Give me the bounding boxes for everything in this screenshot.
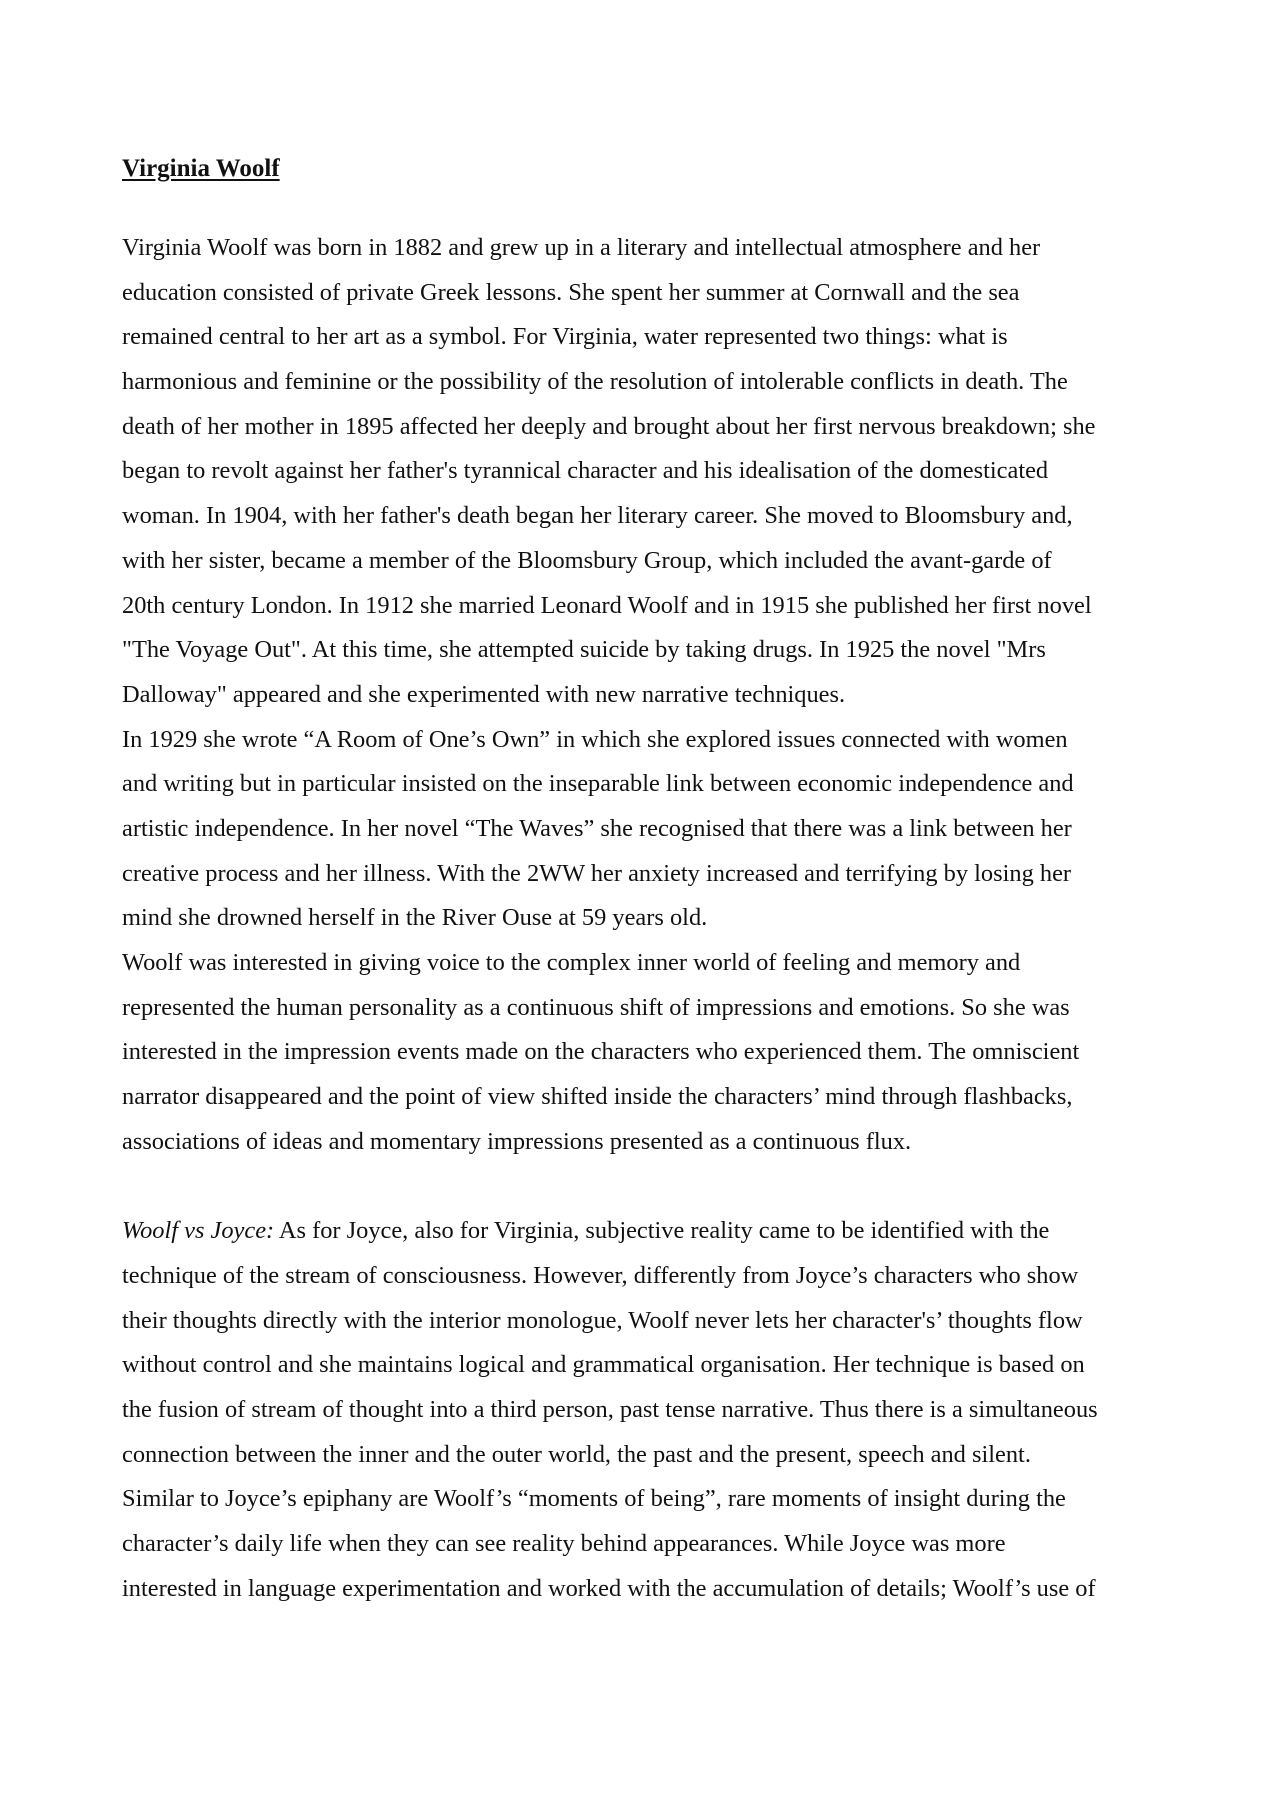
text-line: their thoughts directly with the interior monologue, Woolf never lets her character's’ thoughts flow	[122, 1306, 1083, 1334]
text-line: the fusion of stream of thought into a third person, past tense narrative. Thus there is a simultaneous	[122, 1395, 1098, 1423]
paragraph-style	[122, 941, 1182, 1164]
text-line: creative process and her illness. With the 2WW her anxiety increased and terrifying by losing her	[122, 859, 1072, 887]
text-line: education consisted of private Greek lessons. She spent her summer at Cornwall and the sea	[122, 278, 1020, 306]
page-title: Virginia Woolf	[122, 155, 280, 182]
text-line: artistic independence. In her novel “The Waves” she recognised that there was a link between her	[122, 814, 1072, 842]
text-line: remained central to her art as a symbol. For Virginia, water represented two things: what is	[122, 323, 1008, 351]
text-line: death of her mother in 1895 affected her deeply and brought about her first nervous breakdown; she	[122, 412, 1096, 440]
text-line: harmonious and feminine or the possibility of the resolution of intolerable conflicts in death. The	[122, 368, 1068, 396]
text-line: began to revolt against her father's tyrannical character and his idealisation of the domesticated	[122, 457, 1049, 485]
text-line: In 1929 she wrote “A Room of One’s Own” in which she explored issues connected with women	[122, 725, 1068, 753]
text-line: 20th century London. In 1912 she married Leonard Woolf and in 1915 she published her first novel	[122, 591, 1092, 619]
text-line: technique of the stream of consciousness. However, differently from Joyce’s characters who show	[122, 1261, 1079, 1289]
text-line: Similar to Joyce’s epiphany are Woolf’s “moments of being”, rare moments of insight during the	[122, 1485, 1066, 1513]
text-line: Virginia Woolf was born in 1882 and grew up in a literary and intellectual atmosphere and her	[122, 234, 1041, 261]
paragraph-biography	[122, 226, 1182, 718]
text-line: connection between the inner and the outer world, the past and the present, speech and silent.	[122, 1440, 1031, 1468]
text-line: with her sister, became a member of the Bloomsbury Group, which included the avant-garde of	[122, 546, 1052, 574]
paragraph-gap	[122, 1164, 1182, 1209]
text-line: character’s daily life when they can see reality behind appearances. While Joyce was more	[122, 1529, 1006, 1557]
paragraph-woolf-vs-joyce	[122, 1209, 1182, 1611]
text-line: mind she drowned herself in the River Ouse at 59 years old.	[122, 904, 708, 932]
text-line: represented the human personality as a continuous shift of impressions and emotions. So she was	[122, 993, 1070, 1021]
paragraph-later-life	[122, 718, 1182, 941]
document-body	[122, 150, 1182, 1611]
text-line: interested in language experimentation and worked with the accumulation of details; Woolf’s use of	[122, 1574, 1096, 1602]
text-line: narrator disappeared and the point of view shifted inside the characters’ mind through flashbacks,	[122, 1083, 1073, 1111]
text-run: As for Joyce, also for Virginia, subjective reality came to be identified with the	[274, 1217, 1050, 1245]
section-lead: Woolf vs Joyce:	[122, 1217, 275, 1245]
text-line: "The Voyage Out". At this time, she attempted suicide by taking drugs. In 1925 the novel "Mrs	[122, 636, 1046, 664]
text-line: Dalloway" appeared and she experimented with new narrative techniques.	[122, 680, 846, 708]
text-line: without control and she maintains logical and grammatical organisation. Her technique is based on	[122, 1351, 1085, 1379]
text-line	[122, 1209, 1182, 1254]
text-line: woman. In 1904, with her father's death began her literary career. She moved to Bloomsbury and,	[122, 502, 1073, 530]
text-line: associations of ideas and momentary impressions presented as a continuous flux.	[122, 1127, 912, 1155]
text-line: Woolf was interested in giving voice to the complex inner world of feeling and memory and	[122, 949, 1021, 976]
text-line: and writing but in particular insisted on the inseparable link between economic independence and	[122, 770, 1074, 798]
text-line: interested in the impression events made on the characters who experienced them. The omniscient	[122, 1038, 1080, 1066]
